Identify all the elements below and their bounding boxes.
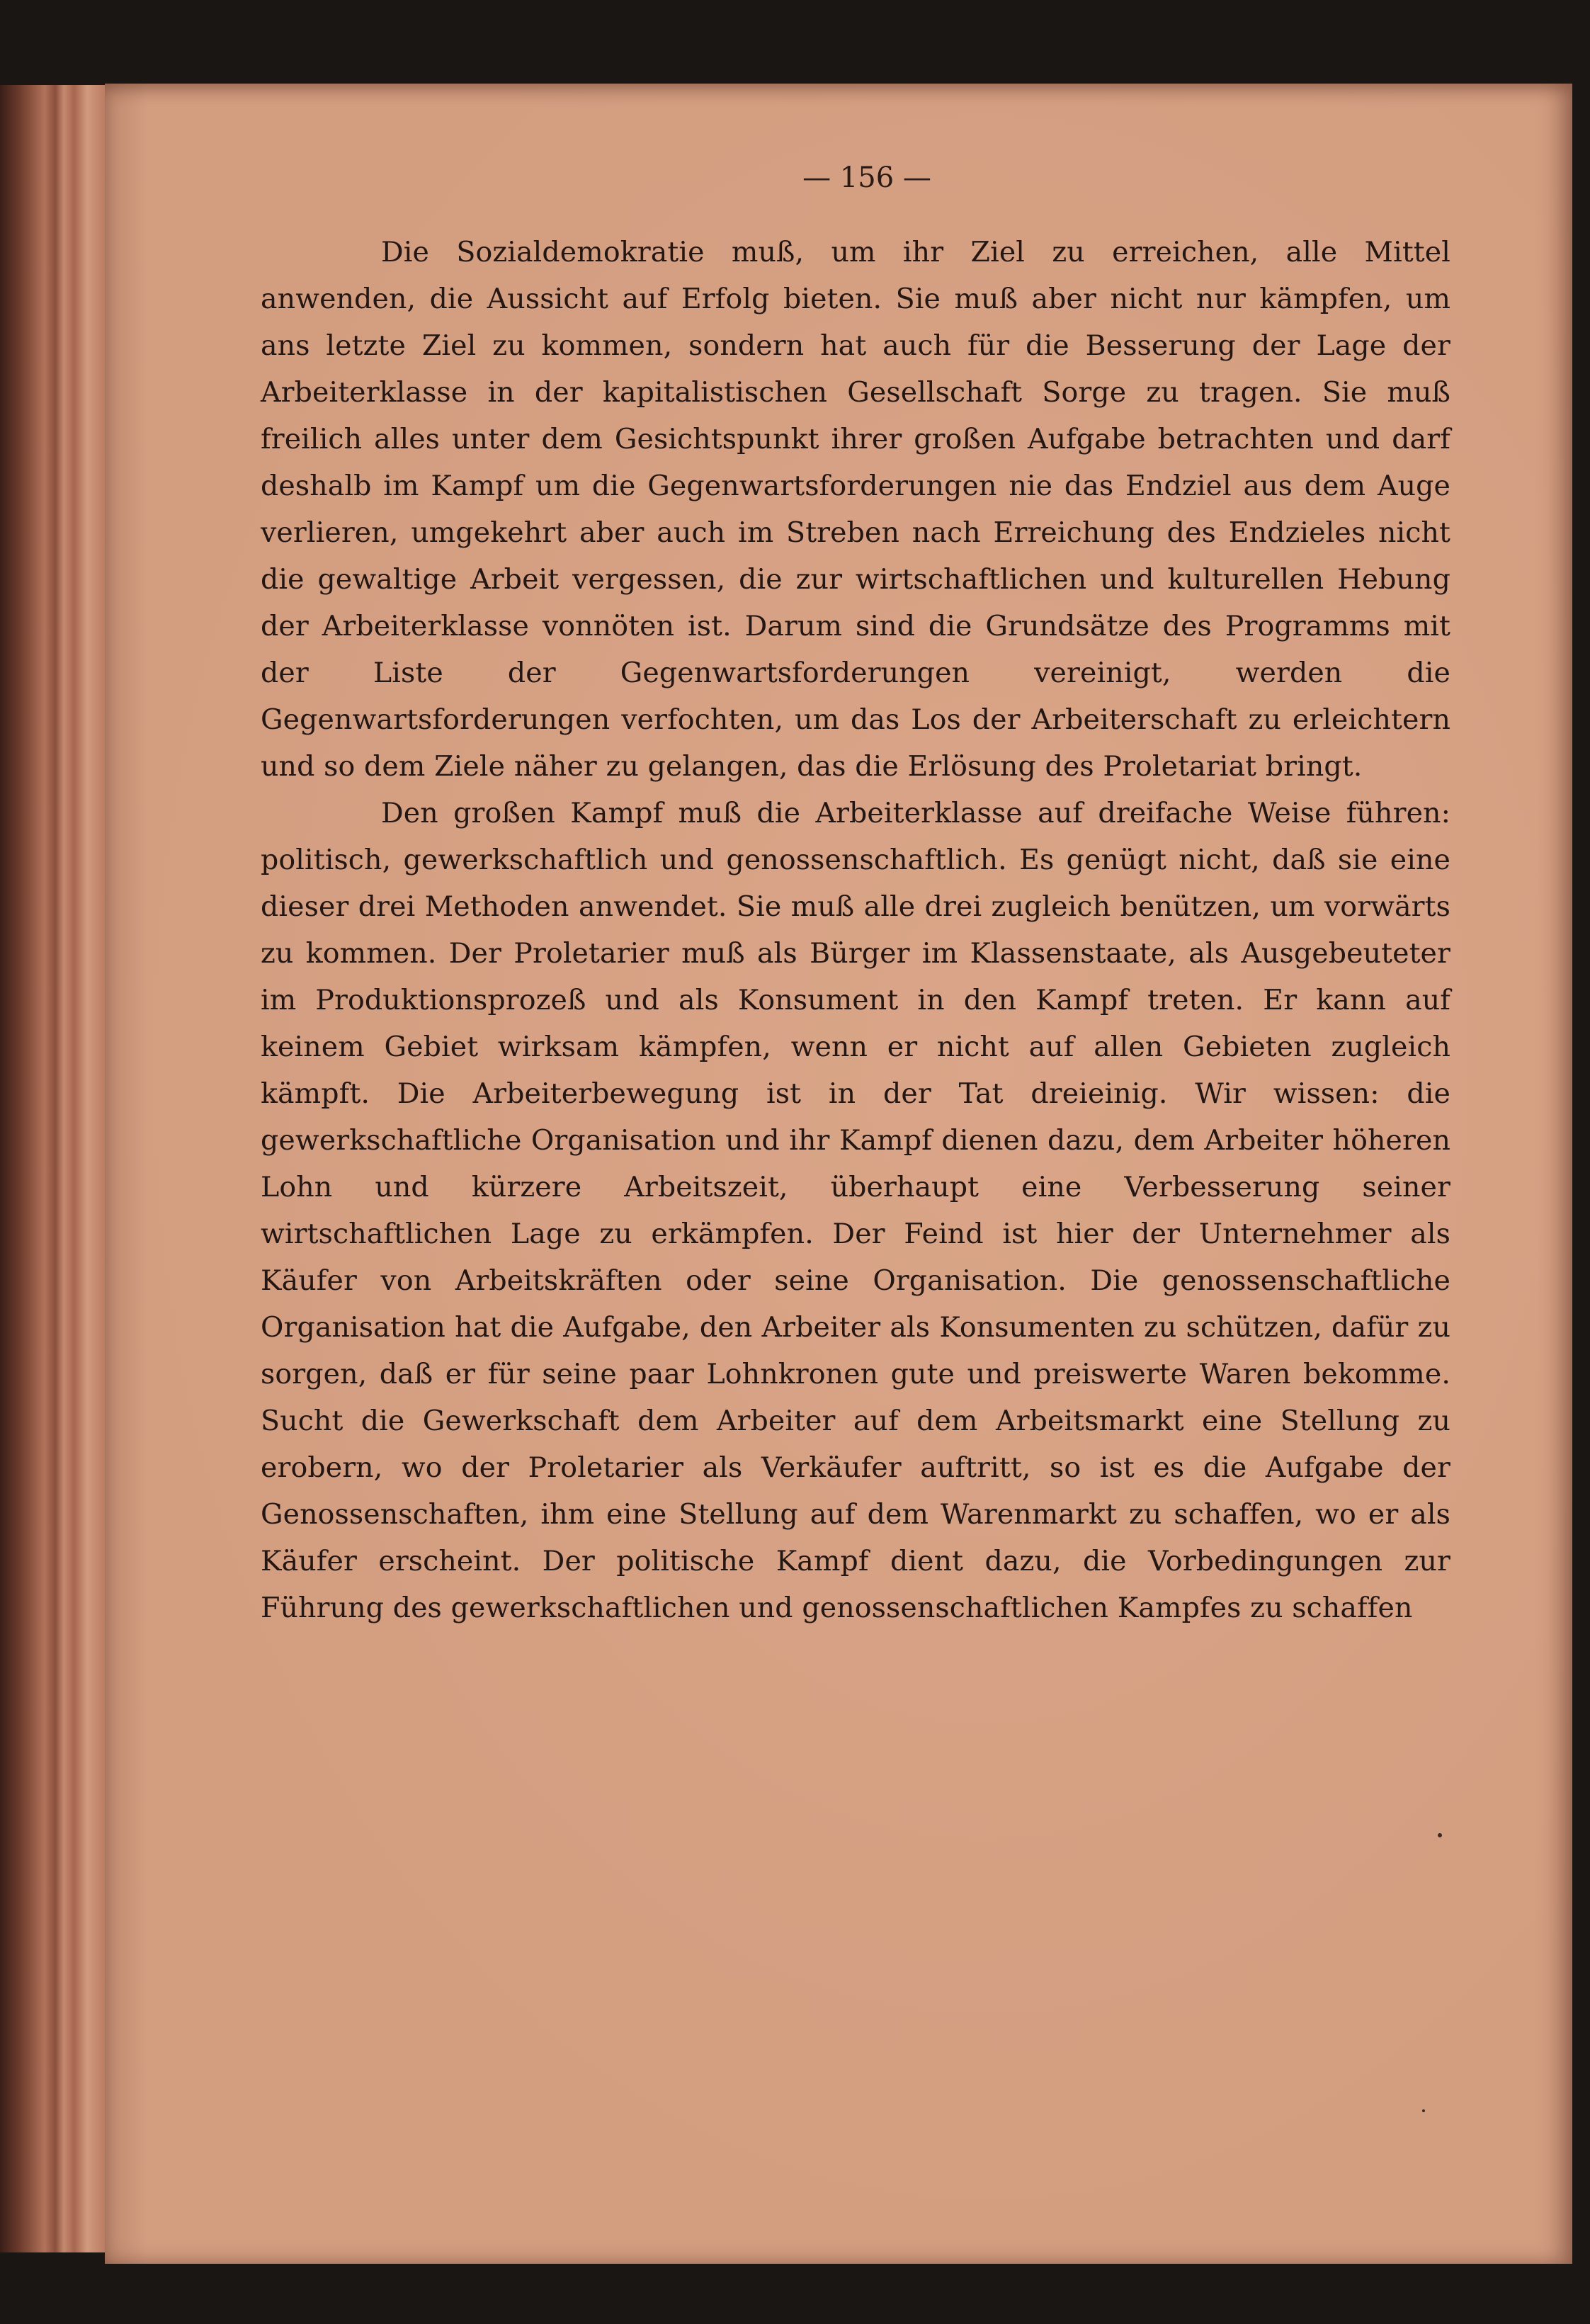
page-number: — 156 — — [802, 161, 931, 194]
page-body — [261, 229, 1450, 1631]
book-page — [105, 84, 1572, 2264]
paper-speck — [1438, 1833, 1442, 1837]
paper-speck — [1422, 2109, 1425, 2112]
paragraph: Die Sozialdemokratie muß, um ihr Ziel zu erreichen, alle Mittel anwenden, die Aussicht auf Erfolg bieten. Sie muß aber nicht nur kämpfen, um ans letzte Ziel zu kommen, sondern hat auch für die Besserung der Lage der Arbeiterklasse in der kapitalistischen Gesellschaft Sorge zu tragen. Sie muß freilich alles unter dem Gesichtspunkt ihrer großen Aufgabe betrachten und darf deshalb im Kampf um die Gegenwartsforderungen nie das Endziel aus dem Auge verlieren, umgekehrt aber auch im Streben nach Erreichung des Endzieles nicht die gewaltige Arbeit vergessen, die zur wirtschaftlichen und kulturellen Hebung der Arbeiterklasse vonnöten ist. Darum sind die Grundsätze des Programms mit der Liste der Gegenwartsforderungen vereinigt, werden die Gegenwartsforderungen verfochten, um das Los der Arbeiterschaft zu erleichtern und so dem Ziele näher zu gelangen, das die Erlösung des Proletariat bringt. — [261, 236, 1450, 783]
book-page-edges — [0, 85, 106, 2252]
paragraph: Den großen Kampf muß die Arbeiterklasse auf dreifache Weise führen: politisch, gewerkschaftlich und genossenschaftlich. Es genügt nicht, daß sie eine dieser drei Methoden anwendet. Sie muß alle drei zugleich benützen, um vorwärts zu kommen. Der Proletarier muß als Bürger im Klassenstaate, als Ausgebeuteter im Produktionsprozeß und als Konsument in den Kampf treten. Er kann auf keinem Gebiet wirksam kämpfen, wenn er nicht auf allen Gebieten zugleich kämpft. Die Arbeiterbewegung ist in der Tat dreieinig. Wir wissen: die gewerkschaftliche Organisation und ihr Kampf dienen dazu, dem Arbeiter höheren Lohn und kürzere Arbeitszeit, überhaupt eine Verbesserung seiner wirtschaftlichen Lage zu erkämpfen. Der Feind ist hier der Unternehmer als Käufer von Arbeitskräften oder seine Organisation. Die genossenschaftliche Organisation hat die Aufgabe, den Arbeiter als Konsumenten zu schützen, dafür zu sorgen, daß er für seine paar Lohnkronen gute und preiswerte Waren bekomme. Sucht die Gewerkschaft dem Arbeiter auf dem Arbeitsmarkt eine Stellung zu erobern, wo der Proletarier als Verkäufer auftritt, so ist es die Aufgabe der Genossenschaften, ihm eine Stellung auf dem Warenmarkt zu schaffen, wo er als Käufer erscheint. Der politische Kampf dient dazu, die Vorbedingungen zur Führung des gewerkschaftlichen und genossenschaftlichen Kampfes zu schaffen — [261, 797, 1450, 1624]
